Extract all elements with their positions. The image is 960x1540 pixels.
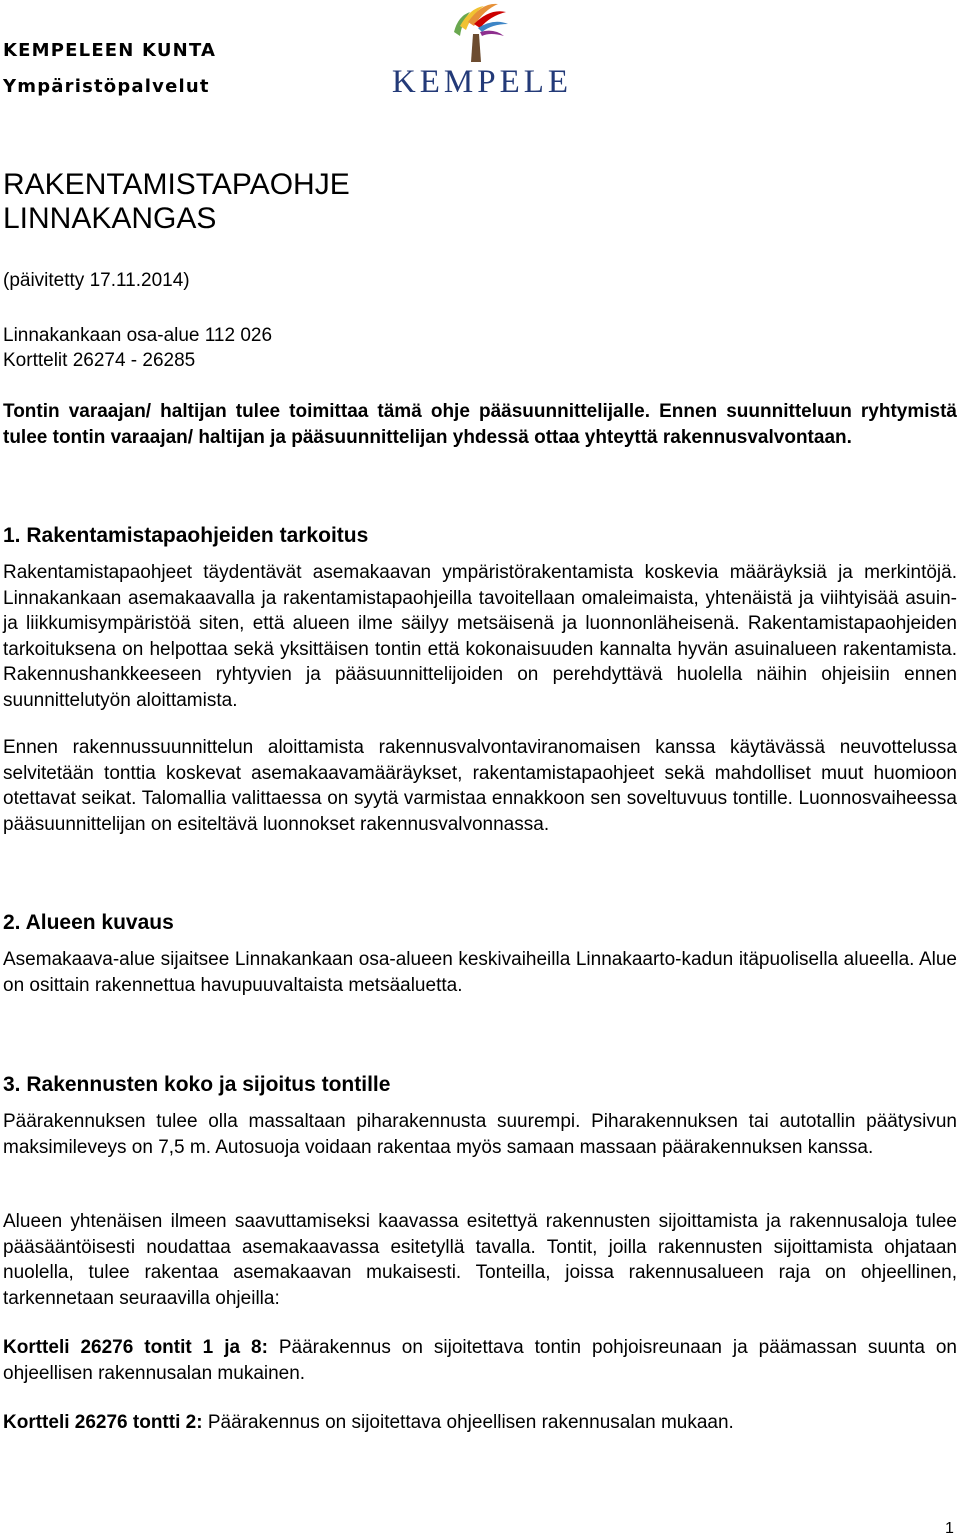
section2-paragraph1: Asemakaava-alue sijaitsee Linnakankaan osa-alueen keskivaiheilla Linnakaarto-kadun itäpuolisella alueella. Alue on osittain rakennettua havupuuvaltaista metsäaluetta. [3, 949, 957, 996]
document-title-line2: LINNAKANGAS [3, 202, 217, 235]
area-line1: Linnakankaan osa-alue 112 026 [3, 325, 273, 346]
section3-heading: 3. Rakennusten koko ja sijoitus tontille [3, 1073, 391, 1096]
section3-paragraph2: Alueen yhtenäisen ilmeen saavuttamiseksi kaavassa esitettyä rakennusten sijoittamista ja rakennusaloja tulee pääsääntöisesti noudattaa asemakaavassa esitetyllä tavalla. Tontit, joilla rakennusten sijoittamista ohjataan nuolella, tulee rakentaa asemakaavan mukaisesti. Tonteilla, joissa rakennusalueen raja on ohjeellinen, tarkennetaan seuraavilla ohjeilla: [3, 1211, 957, 1309]
page-number: 1 [945, 1520, 954, 1537]
block-text: Päärakennus on sijoitettava ohjeellisen rakennusalan mukaan. [202, 1412, 734, 1433]
section3-paragraph1: Päärakennuksen tulee olla massaltaan piharakennusta suurempi. Piharakennuksen tai autotallin päätysivun maksimileveys on 7,5 m. Autosuoja voidaan rakentaa myös samaan massaan päärakennuksen kanssa. [3, 1111, 957, 1158]
tree-logo-icon [380, 2, 584, 64]
organization-name: KEMPELEEN KUNTA [3, 40, 217, 61]
section1-heading: 1. Rakentamistapaohjeiden tarkoitus [3, 524, 369, 547]
section1-paragraph2: Ennen rakennussuunnittelun aloittamista rakennusvalvontaviranomaisen kanssa käytävässä neuvottelussa selvitetään tonttia koskevat asemakaavamääräykset, rakentamistapaohjeet sekä mahdolliset muut huomioon otettavat seikat. Talomallia valittaessa on syytä varmistaa ennakkoon sen soveltuvuus tontille. Luonnosvaiheessa pääsuunnittelijan on esiteltävä luonnokset rakennusvalvonnassa. [3, 737, 957, 835]
section3-paragraph4 [3, 1410, 957, 1436]
logo-wordmark: KEMPELE [391, 64, 573, 100]
section1-paragraph1: Rakentamistapaohjeet täydentävät asemakaavan ympäristörakentamista koskevia määräyksiä ja merkintöjä. Linnakankaan asemakaavalla ja rakentamistapaohjeilla tavoitellaan omaleimaista, yhtenäistä ja viihtyisää asuin- ja liikkumisympäristöä siten, että alueen ilme säilyy metsäisenä ja luonnonläheisenä. Rakentamistapaohjeiden tarkoituksena on helpottaa sekä yksittäisen tontin että kokonaisuuden kannalta hyvän asuinalueen rakentamista. Rakennushankkeeseen ryhtyvien ja pääsuunnittelijoiden on perehdyttävä huolella näihin ohjeisiin ennen suunnittelutyön aloittamista. [3, 562, 957, 711]
kempele-logo [380, 2, 584, 98]
block-text: Päärakennus on sijoitettava tontin pohjoisreunaan ja päämassan suunta on ohjeellisen rakennusalan mukainen. [3, 1337, 957, 1384]
updated-date: (päivitetty 17.11.2014) [3, 270, 190, 291]
area-line2: Korttelit 26274 - 26285 [3, 350, 196, 371]
department-name: Ympäristöpalvelut [3, 76, 210, 97]
block-label: Kortteli 26276 tontit 1 ja 8: [3, 1337, 268, 1358]
section3-paragraph3 [3, 1335, 957, 1386]
document-title-line1: RAKENTAMISTAPAOHJE [3, 168, 350, 201]
intro-paragraph: Tontin varaajan/ haltijan tulee toimittaa tämä ohje pääsuunnittelijalle. Ennen suunnitteluun ryhtymistä tulee tontin varaajan/ haltijan ja pääsuunnittelijan yhdessä ottaa yhteyttä rakennusvalvontaan. [3, 401, 957, 448]
block-label: Kortteli 26276 tontti 2: [3, 1412, 203, 1433]
section2-heading: 2. Alueen kuvaus [3, 911, 174, 934]
